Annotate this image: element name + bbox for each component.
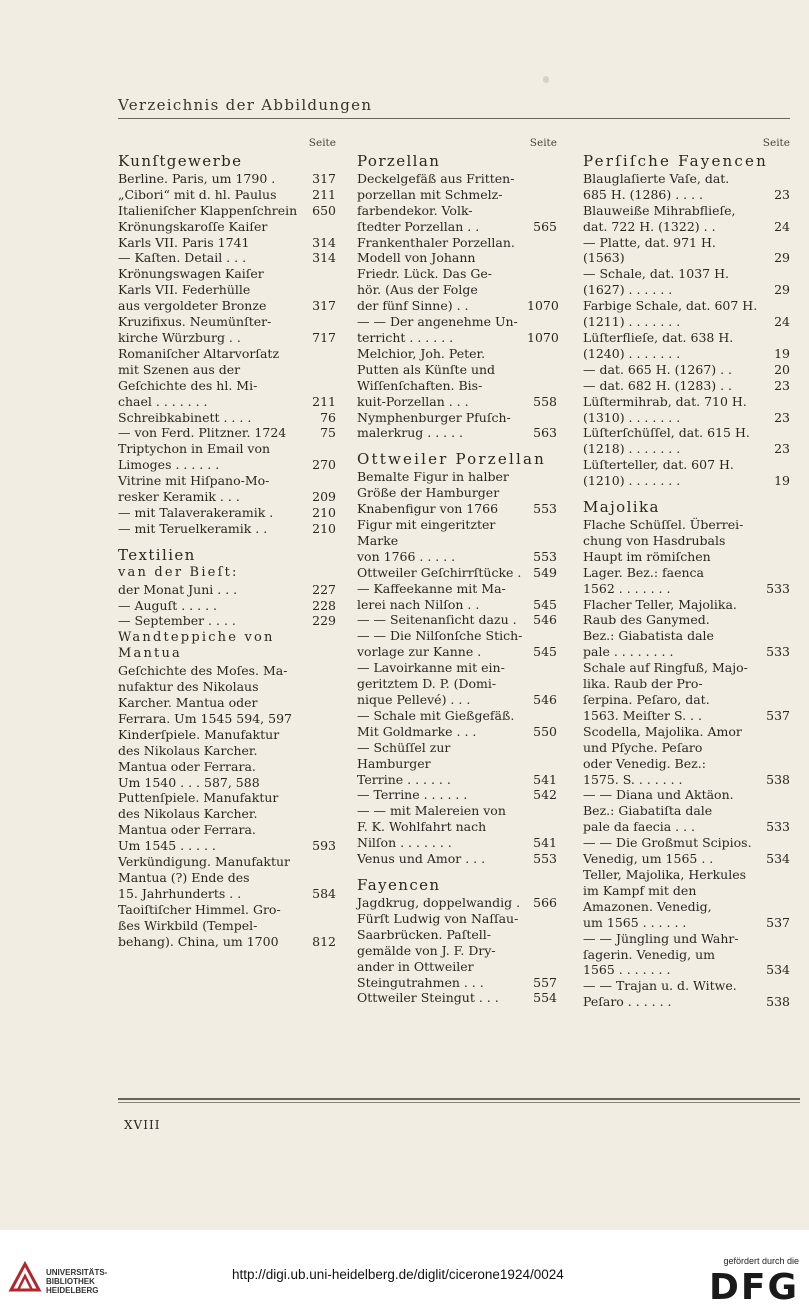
entry-page-number: 546	[533, 692, 557, 707]
footer-bar	[0, 1230, 809, 1312]
entry-page-number: 542	[533, 787, 557, 803]
entry-title: — Lavoirkanne mit ein- geritztem D. P. (Domi- nique Pellevé) . . .	[357, 660, 505, 707]
entry-page-number: 24	[774, 314, 790, 330]
entry-title: „Cibori“ mit d. hl. Paulus	[118, 186, 277, 202]
index-entry	[118, 203, 336, 219]
entry-page-number: 537	[766, 914, 790, 930]
index-entry	[357, 803, 557, 851]
entry-title: — — Die Großmut Scipios. Venedig, um 1565 . .	[583, 835, 752, 867]
entry-title: — Schale mit Gießgefäß. Mit Goldmarke . . .	[357, 707, 515, 739]
entry-page-number: 23	[774, 441, 790, 457]
entry-title: Ottweiler Geſchirrſtücke .	[357, 564, 522, 580]
index-entry	[583, 978, 790, 1010]
entry-title: Lüſterflieſe, dat. 638 H. (1240) . . . . . . .	[583, 329, 734, 361]
entry-title: Scodella, Majolika. Amor und Pſyche. Peſaro oder Venedig. Bez.: 1575. S. . . . . . .	[583, 723, 742, 787]
index-entry	[118, 505, 336, 521]
entry-title: Romaniſcher Altarvorſatz mit Szenen aus der Geſchichte des hl. Mi- chael . . . . . . .	[118, 345, 280, 409]
index-entry	[357, 410, 557, 442]
entry-page-number: 20	[774, 361, 790, 377]
entry-title: Deckelgefäß aus Fritten- porzellan mit Schmelz- farbendekor. Volk- ſtedter Porzellan . .	[357, 170, 515, 234]
page-column-label: Seite	[308, 137, 336, 149]
entry-title: — mit Teruelkeramik . .	[118, 520, 268, 536]
index-entry	[583, 266, 790, 298]
entry-title: Venus und Amor . . .	[357, 851, 486, 867]
library-logo-icon[interactable]	[8, 1260, 42, 1294]
entry-page-number: 538	[766, 771, 790, 787]
entry-title: — dat. 682 H. (1283) . .	[583, 377, 733, 393]
entry-page-number: 534	[766, 962, 790, 978]
index-entry	[357, 346, 557, 410]
entry-page-number: 317	[312, 170, 336, 186]
index-entry	[583, 378, 790, 394]
entry-title: Farbige Schale, dat. 607 H. (1211) . . . . . . .	[583, 298, 758, 330]
index-entry	[357, 990, 557, 1006]
entry-page-number: 593	[312, 838, 336, 854]
entry-page-number: 554	[533, 990, 557, 1006]
entry-title: — — Diana und Aktäon. Bez.: Giabatiſta dale pale da faecia . . .	[583, 787, 734, 835]
index-entry: Geſchichte des Moſes. Ma- nufaktur des Nikolaus Karcher. Mantua oder Ferrara. Um 1545 594, 597	[118, 663, 292, 726]
entry-title: Krönungskaroſſe Kaiſer Karls VII. Paris 1741	[118, 218, 268, 250]
index-entry	[583, 457, 790, 489]
entry-title: Lüſtermihrab, dat. 710 H. (1310) . . . . . . .	[583, 393, 747, 425]
section-heading: Majolika	[583, 498, 660, 517]
entry-page-number: 76	[320, 409, 336, 425]
section-heading: Porzellan	[357, 151, 441, 170]
entry-page-number: 565	[533, 218, 557, 234]
index-entry	[357, 708, 557, 740]
paper-stain	[543, 76, 549, 83]
entry-title: Schreibkabinett . . . .	[118, 409, 252, 425]
entry-title: Schale auf Ringfuß, Majo- lika. Raub der Pro- ſerpina. Peſaro, dat. 1563. Meiſter S. . .	[583, 660, 748, 723]
entry-title: — — Jüngling und Wahr- ſagerin. Venedig, um 1565 . . . . . . .	[583, 930, 739, 978]
index-entry	[583, 867, 790, 931]
entry-title: Jagdkrug, doppelwandig .	[357, 894, 521, 910]
entry-page-number: 24	[774, 218, 790, 234]
index-entry	[118, 598, 336, 614]
entry-page-number: 227	[312, 581, 336, 597]
entry-page-number: 228	[312, 597, 336, 613]
entry-page-number: 317	[312, 298, 336, 314]
index-entry	[118, 582, 336, 598]
folio: XVIII	[124, 1118, 161, 1132]
section-heading: Fayencen	[357, 875, 441, 894]
index-entry	[583, 330, 790, 362]
index-entry	[118, 219, 336, 251]
entry-page-number: 1070	[527, 329, 559, 345]
dfg-logo[interactable]: DFG	[708, 1267, 799, 1308]
index-entry	[583, 171, 790, 203]
entry-page-number: 534	[766, 851, 790, 867]
index-entry	[357, 628, 557, 660]
entry-page-number: 538	[766, 994, 790, 1010]
entry-title: — Terrine . . . . . .	[357, 787, 468, 803]
entry-page-number: 23	[774, 186, 790, 202]
index-entry	[357, 660, 557, 708]
entry-page-number: 812	[312, 933, 336, 949]
index-entry	[118, 346, 336, 410]
entry-title: — von Ferd. Plitzner. 1724	[118, 425, 287, 441]
entry-title: Frankenthaler Porzellan. Modell von Johann Friedr. Lück. Das Ge- hör. (Aus der Folge der fünf Sinne) . .	[357, 234, 515, 314]
entry-title: Vitrine mit Hiſpano-Mo- resker Keramik . . .	[118, 473, 270, 505]
entry-page-number: 19	[774, 345, 790, 361]
index-entry	[583, 203, 790, 235]
entry-page-number: 23	[774, 409, 790, 425]
subsection-heading: van der Bieſt:	[118, 564, 239, 580]
entry-page-number: 717	[312, 329, 336, 345]
index-entry	[357, 235, 557, 315]
entry-title: — Kaſten. Detail . . .	[118, 250, 247, 266]
index-entry	[118, 441, 336, 473]
entry-page-number: 314	[312, 250, 336, 266]
section-heading: Ottweiler Porzellan	[357, 450, 546, 469]
index-entry	[118, 521, 336, 537]
page-column-label: Seite	[529, 137, 557, 149]
index-entry	[583, 835, 790, 867]
entry-page-number: 314	[312, 234, 336, 250]
section-heading: Perſiſche Fayencen	[583, 151, 768, 170]
entry-title: — Platte, dat. 971 H. (1563)	[583, 234, 716, 266]
index-entry	[357, 612, 557, 628]
index-entry	[583, 298, 790, 330]
section-heading: Textilien	[118, 545, 196, 564]
index-entry	[357, 469, 557, 517]
entry-title: Lüſterſchüſſel, dat. 615 H. (1218) . . . . . . .	[583, 425, 750, 457]
entry-title: Lüſterteller, dat. 607 H. (1210) . . . . . . .	[583, 457, 734, 489]
entry-title: Flache Schüſſel. Überrei- chung von Hasdrubals Haupt im römiſchen Lager. Bez.: faenca 1562 . . . . . . .	[583, 517, 744, 596]
running-head: Verzeichnis der Abbildungen	[118, 96, 373, 114]
entry-title: — — Trajan u. d. Witwe. Peſaro . . . . . .	[583, 978, 737, 1010]
page-column-label: Seite	[762, 137, 790, 149]
entry-page-number: 533	[766, 819, 790, 835]
entry-title: Taoiſtiſcher Himmel. Gro- ßes Wirkbild (Tempel- behang). China, um 1700	[118, 901, 281, 949]
entry-page-number: 650	[312, 202, 336, 218]
index-entry	[357, 787, 557, 803]
index-entry	[118, 410, 336, 426]
index-entry	[118, 187, 336, 203]
index-entry	[357, 895, 557, 911]
entry-page-number: 209	[312, 489, 336, 505]
index-entry	[583, 517, 790, 597]
entry-page-number: 541	[533, 835, 557, 851]
entry-page-number: 1070	[527, 298, 559, 314]
entry-page-number: 550	[533, 723, 557, 739]
entry-title: Ottweiler Steingut . . .	[357, 990, 499, 1006]
permalink[interactable]: http://digi.ub.uni-heidelberg.de/diglit/cicerone1924/0024	[232, 1267, 564, 1282]
index-entry	[583, 787, 790, 835]
entry-title: — Kaffeekanne mit Ma- lerei nach Nilſon . .	[357, 580, 506, 612]
entry-title: Blauglaſierte Vaſe, dat. 685 H. (1286) . . . .	[583, 170, 730, 202]
entry-page-number: 545	[533, 644, 557, 660]
index-entry	[583, 425, 790, 457]
entry-page-number: 229	[312, 613, 336, 629]
entry-page-number: 211	[312, 393, 336, 409]
top-rule	[118, 118, 790, 119]
index-entry	[357, 911, 557, 991]
index-entry	[118, 250, 336, 266]
entry-title: Triptychon in Email von Limoges . . . . . .	[118, 441, 271, 473]
entry-title: — — Die Nilſonſche Stich- vorlage zur Kanne .	[357, 628, 523, 660]
index-entry	[583, 362, 790, 378]
entry-page-number: 75	[320, 425, 336, 441]
entry-page-number: 558	[533, 393, 557, 409]
entry-title: — September . . . .	[118, 613, 236, 629]
entry-title: Berline. Paris, um 1790 .	[118, 170, 276, 186]
column-2	[357, 136, 557, 1006]
entry-title: — — mit Malereien von F. K. Wohlfahrt nach Nilſon . . . . . . .	[357, 803, 506, 851]
entry-title: Bemalte Figur in halber Größe der Hamburger Knabenfigur von 1766	[357, 469, 509, 517]
entry-page-number: 584	[312, 885, 336, 901]
entry-page-number: 546	[533, 612, 557, 628]
entry-title: Figur mit eingeritzter Marke von 1766 . . . . .	[357, 517, 496, 564]
index-entry	[583, 394, 790, 426]
index-entry	[583, 235, 790, 267]
index-entry	[583, 724, 790, 788]
entry-page-number: 553	[533, 501, 557, 517]
entry-title: — Auguſt . . . . .	[118, 597, 217, 613]
entry-title: Italieniſcher Klappenſchrein	[118, 202, 298, 218]
index-entry	[357, 851, 557, 867]
entry-page-number: 19	[774, 473, 790, 489]
index-entry	[118, 790, 336, 854]
entry-page-number: 210	[312, 520, 336, 536]
entry-title: der Monat Juni . . .	[118, 581, 238, 597]
index-entry	[583, 931, 790, 979]
entry-title: — — Der angenehme Un- terricht . . . . . .	[357, 314, 518, 345]
index-entry	[357, 740, 557, 788]
entry-title: Blauweiße Mihrabflieſe, dat. 722 H. (1322) . .	[583, 202, 736, 234]
index-entry	[118, 425, 336, 441]
entry-page-number: 29	[774, 282, 790, 298]
index-entry	[583, 597, 790, 661]
funder-caption: gefördert durch die	[723, 1256, 799, 1266]
entry-title: Verkündigung. Manufaktur Mantua (?) Ende des 15. Jahrhunderts . .	[118, 854, 291, 901]
section-heading: Kunſtgewerbe	[118, 151, 243, 170]
entry-title: Fürſt Ludwig von Naſſau- Saarbrücken. Paſtell- gemälde von J. F. Dry- ander in Ottweiler Steingutrahmen . . .	[357, 910, 519, 990]
entry-title: — Schale, dat. 1037 H. (1627) . . . . . .	[583, 266, 729, 298]
entry-title: Kruzifixus. Neumünſter- kirche Würzburg . .	[118, 314, 272, 345]
entry-page-number: 29	[774, 250, 790, 266]
index-entry	[118, 473, 336, 505]
bottom-rule-thin	[118, 1102, 800, 1103]
index-entry	[118, 314, 336, 346]
entry-title: Melchior, Joh. Peter. Putten als Künſte und Wiſſenſchaften. Bis- kuit-Porzellan . . .	[357, 345, 496, 409]
index-entry	[118, 902, 336, 950]
entry-page-number: 211	[312, 186, 336, 202]
subsection-heading: Wandteppiche von Mantua	[118, 630, 275, 662]
entry-title: — Schüſſel zur Hamburger Terrine . . . . . .	[357, 739, 451, 787]
entry-title: — mit Talaverakeramik .	[118, 504, 274, 520]
bottom-rule	[118, 1098, 800, 1100]
entry-title: Flacher Teller, Majolika. Raub des Ganymed. Bez.: Giabatista dale pale . . . . . . . .	[583, 596, 737, 660]
entry-title: Puttenſpiele. Manufaktur des Nikolaus Karcher. Mantua oder Ferrara. Um 1545 . . . . .	[118, 790, 279, 854]
index-entry	[118, 266, 336, 314]
index-entry	[118, 854, 336, 902]
index-entry	[357, 517, 557, 565]
index-entry: Kinderſpiele. Manufaktur des Nikolaus Karcher. Mantua oder Ferrara. Um 1540 . . . 587, 588	[118, 726, 280, 790]
entry-title: Teller, Majolika, Herkules im Kampf mit den Amazonen. Venedig, um 1565 . . . . . .	[583, 866, 747, 930]
index-entry	[118, 613, 336, 629]
entry-title: Krönungswagen Kaiſer Karls VII. Federhülle aus vergoldeter Bronze	[118, 266, 267, 314]
index-entry	[357, 581, 557, 613]
entry-page-number: 541	[533, 771, 557, 787]
library-logo-text: UNIVERSITÄTS- BIBLIOTHEK HEIDELBERG	[46, 1268, 108, 1295]
index-entry	[357, 171, 557, 235]
entry-page-number: 566	[533, 894, 557, 910]
entry-page-number: 553	[533, 851, 557, 867]
column-3	[583, 136, 790, 1010]
entry-page-number: 533	[766, 580, 790, 596]
column-1	[118, 136, 336, 950]
entry-title: — — Seitenanſicht dazu .	[357, 612, 517, 628]
entry-page-number: 270	[312, 457, 336, 473]
entry-page-number: 553	[533, 548, 557, 564]
entry-page-number: 23	[774, 377, 790, 393]
entry-page-number: 549	[533, 564, 557, 580]
index-entry	[357, 565, 557, 581]
index-entry	[118, 171, 336, 187]
entry-title: — dat. 665 H. (1267) . .	[583, 361, 733, 377]
entry-page-number: 545	[533, 596, 557, 612]
index-entry	[357, 314, 557, 346]
entry-page-number: 557	[533, 974, 557, 990]
entry-page-number: 563	[533, 425, 557, 441]
entry-page-number: 533	[766, 644, 790, 660]
entry-page-number: 537	[766, 707, 790, 723]
entry-page-number: 210	[312, 504, 336, 520]
entry-title: Nymphenburger Pfuſch- malerkrug . . . . .	[357, 409, 511, 441]
index-entry	[583, 660, 790, 724]
